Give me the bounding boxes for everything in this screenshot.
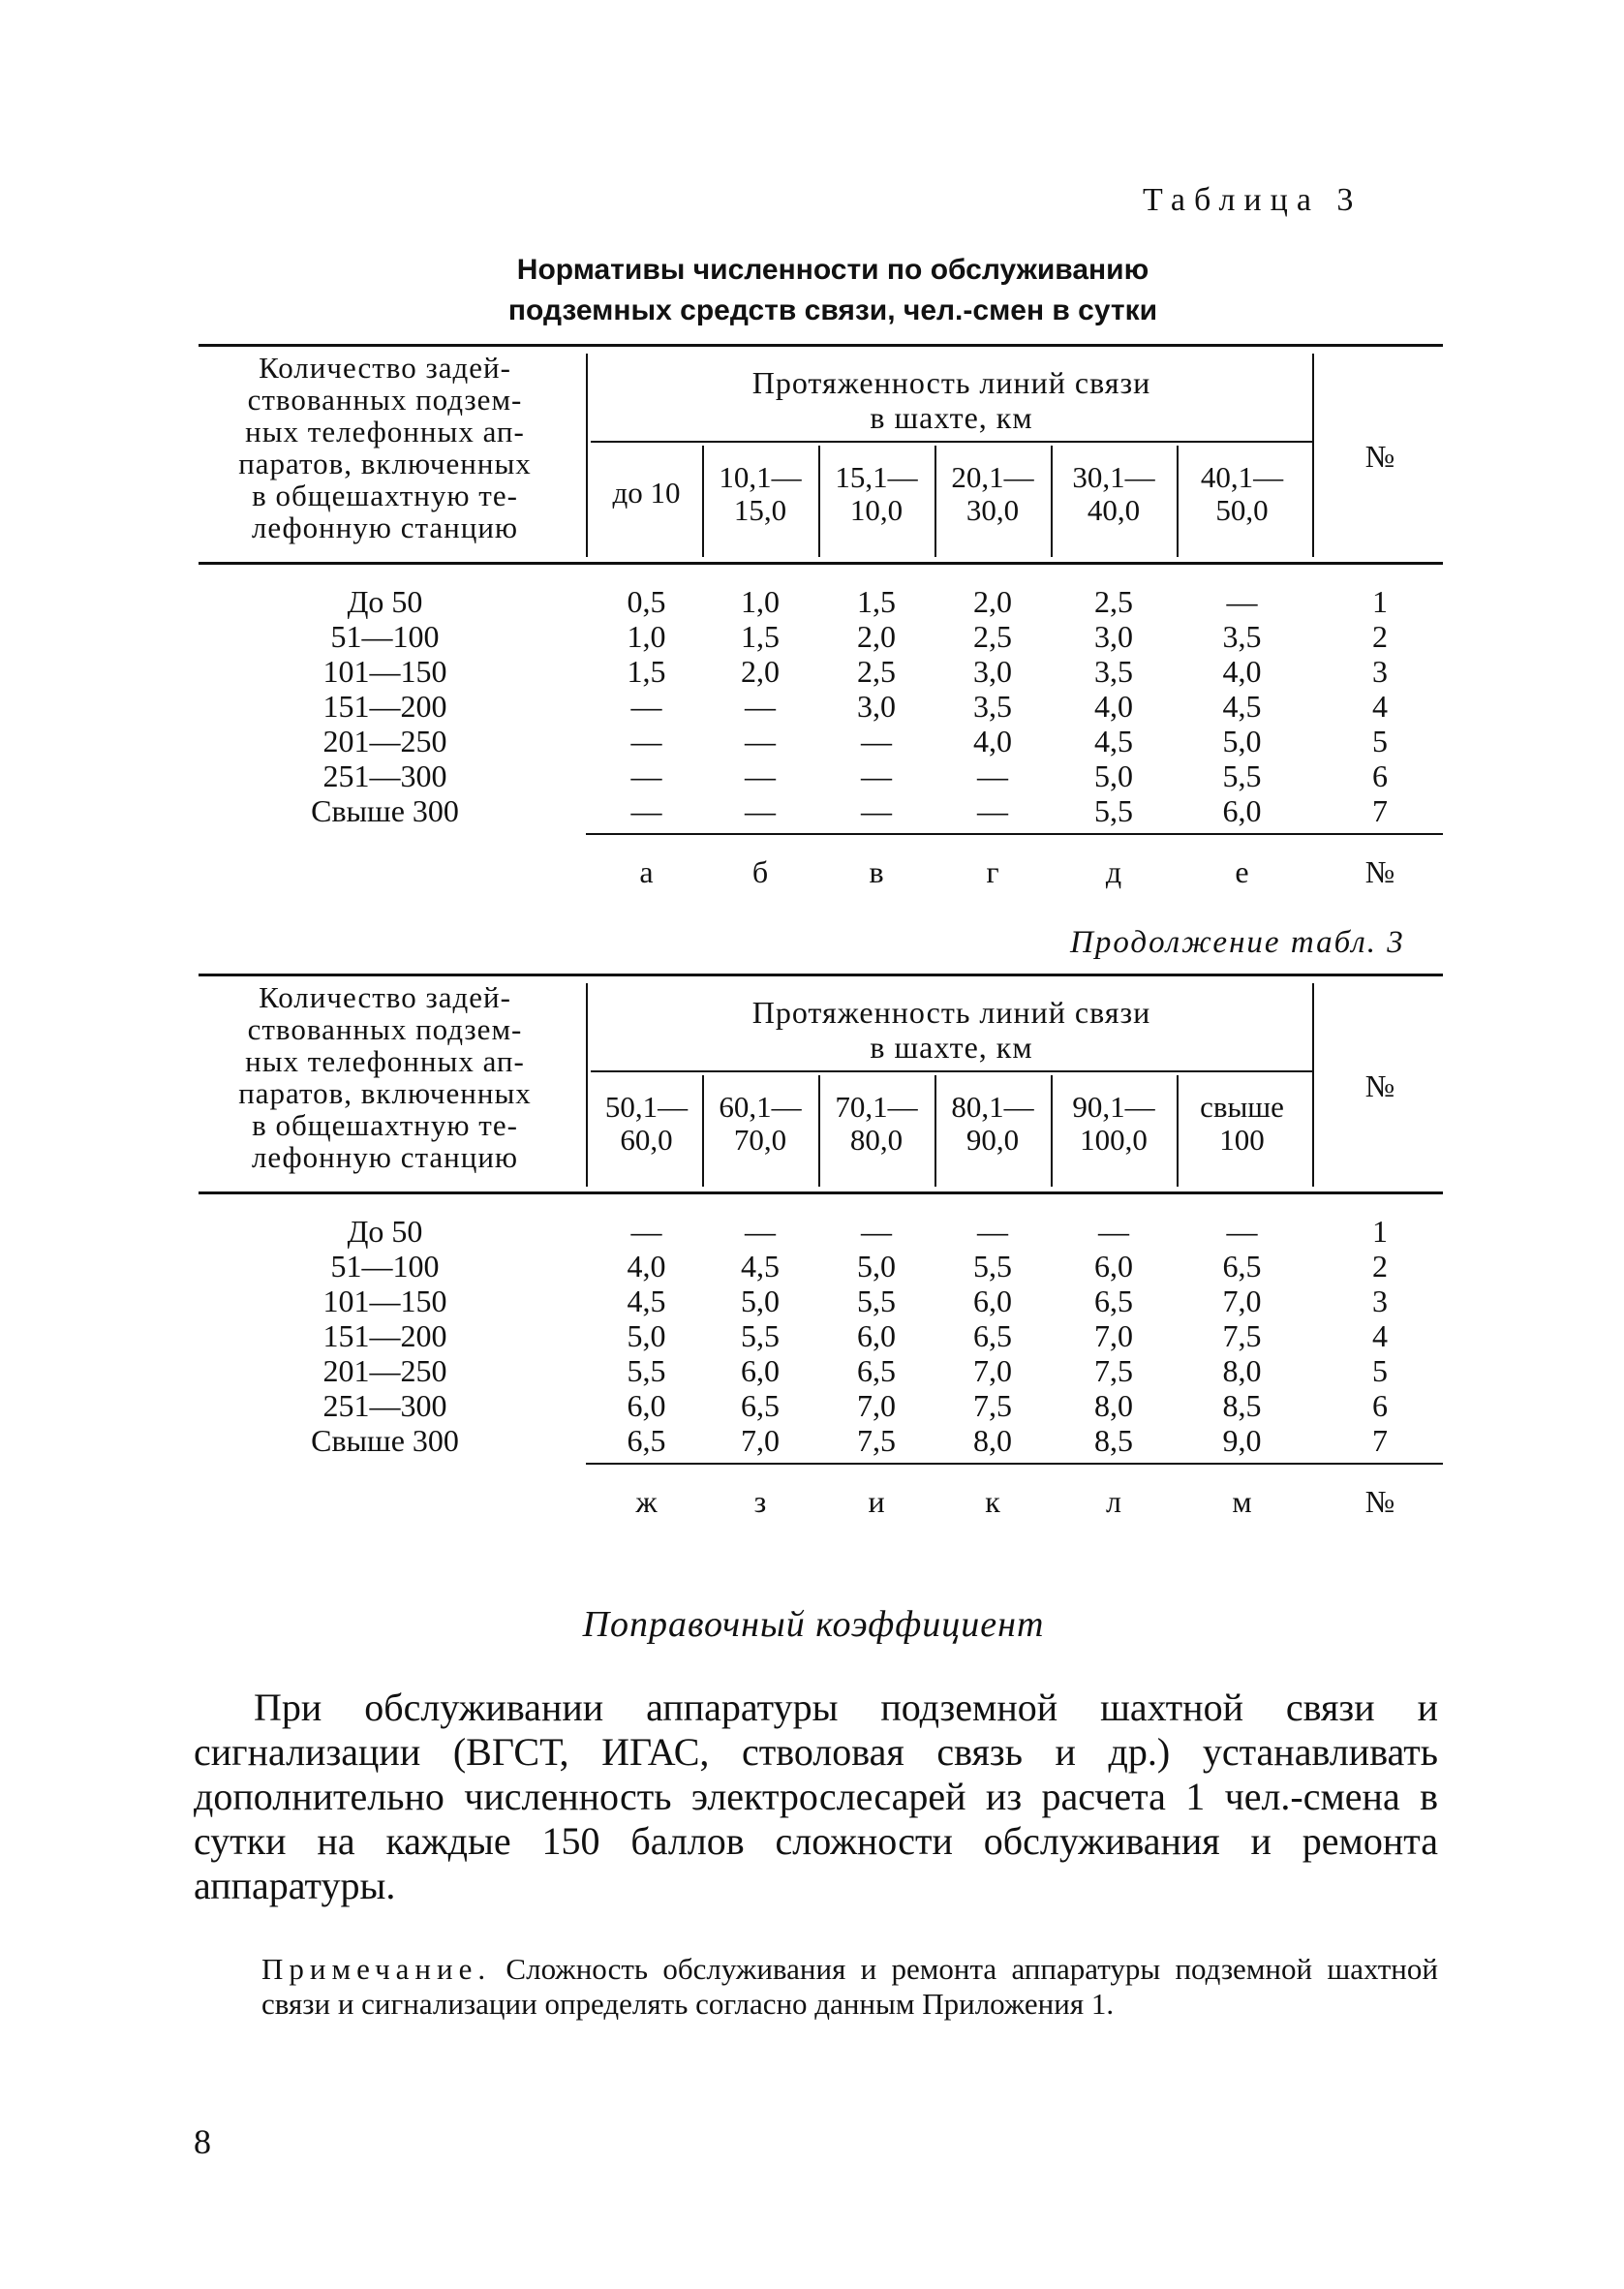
table-cell: —: [630, 724, 662, 758]
column-header-line: 100: [1219, 1123, 1265, 1157]
table-cell: 5,5: [627, 1353, 666, 1388]
table-cell: 1,5: [741, 619, 780, 654]
table-cell: —: [745, 793, 776, 828]
table-cell: —: [977, 758, 1008, 793]
row-number: 7: [1372, 793, 1388, 828]
column-header-line: 100,0: [1080, 1123, 1148, 1157]
table-title: [291, 250, 1375, 331]
table-cell: 6,5: [627, 1423, 666, 1458]
group-header: [591, 995, 1312, 1065]
table-cell: 8,0: [1222, 1353, 1262, 1388]
table-cell: 4,0: [1094, 689, 1133, 724]
paragraph-text: При обслуживании аппаратуры подземной шахтной связи и сигнализации (ВГСТ, ИГАС, стволовая связь и др.) устанавливать дополнительно численность электрослесарей из расчета 1 чел.-смена в сутки на каждые 150 баллов сложности обслуживания и ремонта аппаратуры.: [194, 1686, 1438, 1907]
note-label: Примечание.: [261, 1952, 492, 1986]
table-cell: 7,0: [973, 1353, 1012, 1388]
column-header-line: 60,1—: [719, 1090, 802, 1124]
table-cell: 2,5: [973, 619, 1012, 654]
table-cell: —: [1098, 1214, 1129, 1249]
table-cell: —: [861, 724, 892, 758]
table-cell: 5,5: [857, 1284, 896, 1318]
table-cell: 2,0: [973, 584, 1012, 619]
column-header-line: 90,1—: [1072, 1090, 1155, 1124]
group-underline: [591, 441, 1312, 443]
table-cell: —: [861, 758, 892, 793]
table-cell: 0,5: [627, 584, 666, 619]
stub-header-line: паратов, включенных: [238, 447, 532, 480]
row-label: Свыше 300: [311, 1423, 459, 1458]
table-cell: 4,5: [1222, 689, 1262, 724]
table-cell: —: [745, 1214, 776, 1249]
column-header: [935, 1091, 1051, 1157]
table-cell: 8,5: [1094, 1423, 1133, 1458]
table-cell: —: [1226, 1214, 1258, 1249]
row-number: 7: [1372, 1423, 1388, 1458]
row-label: Свыше 300: [311, 793, 459, 828]
table-cell: 1,0: [627, 619, 666, 654]
table-top-rule: [199, 974, 1443, 976]
column-header-line: 70,1—: [835, 1090, 918, 1124]
column-header: [818, 461, 935, 527]
row-number: 6: [1372, 1388, 1388, 1423]
row-label: 201—250: [322, 1353, 447, 1388]
column-header-line: 10,1—: [719, 460, 802, 494]
stub-header-line: ных телефонных ап-: [245, 1044, 525, 1078]
column-header: [702, 1091, 818, 1157]
table-cell: 5,5: [973, 1249, 1012, 1284]
table-cell: 7,5: [973, 1388, 1012, 1423]
table-cell: 5,0: [857, 1249, 896, 1284]
table-cell: —: [630, 689, 662, 724]
column-header-line: 70,0: [733, 1123, 787, 1157]
table-cell: —: [630, 793, 662, 828]
row-number: 6: [1372, 758, 1388, 793]
table-cell: —: [977, 793, 1008, 828]
row-label: 151—200: [322, 1318, 447, 1353]
table-main: [199, 344, 1443, 906]
column-header-line: 80,0: [849, 1123, 904, 1157]
column-header-line: 80,1—: [951, 1090, 1034, 1124]
table-cell: 7,0: [1222, 1284, 1262, 1318]
column-header-line: свыше: [1200, 1090, 1284, 1124]
stub-header: [199, 981, 571, 1173]
table-cell: 6,5: [973, 1318, 1012, 1353]
column-header: [1177, 1091, 1307, 1157]
column-header: [1051, 1091, 1177, 1157]
column-header: [591, 477, 702, 510]
table-cell: 4,0: [627, 1249, 666, 1284]
table-cell: 7,5: [1094, 1353, 1133, 1388]
table-cell: 5,0: [1094, 758, 1133, 793]
stub-header-line: паратов, включенных: [238, 1076, 532, 1110]
table-cell: 2,5: [857, 654, 896, 689]
table-cell: 3,0: [973, 654, 1012, 689]
group-header-line: Протяженность линий связи: [751, 995, 1151, 1030]
table-cell: —: [745, 758, 776, 793]
row-label: 151—200: [322, 689, 447, 724]
row-label: 251—300: [322, 1388, 447, 1423]
table-top-rule: [199, 344, 1443, 347]
section-subtitle: Поправочный коэффициент: [582, 1604, 1045, 1645]
note-text: Сложность обслуживания и ремонта аппаратуры подземной шахтной связи и сигнализации определять согласно данным Приложения 1.: [261, 1952, 1438, 2021]
table-cell: 6,0: [627, 1388, 666, 1423]
row-label: До 50: [347, 1214, 423, 1249]
table-cell: 6,0: [1222, 793, 1262, 828]
table-cell: 7,0: [857, 1388, 896, 1423]
row-number: 2: [1372, 619, 1388, 654]
body-paragraph: [194, 1686, 1438, 1908]
column-letter: а: [639, 854, 654, 889]
stub-header-line: лефонную станцию: [251, 510, 519, 544]
column-letter: м: [1232, 1484, 1252, 1519]
column-header-line: 30,1—: [1072, 460, 1155, 494]
body-bottom-rule: [586, 1463, 1443, 1465]
row-label: 51—100: [330, 1249, 440, 1284]
row-number: 4: [1372, 1318, 1388, 1353]
num-divider: [1312, 354, 1314, 557]
table-cell: 5,0: [741, 1284, 780, 1318]
stub-header-line: Количество задей-: [259, 351, 511, 385]
table-cell: 4,0: [1222, 654, 1262, 689]
table-cell: —: [1226, 584, 1258, 619]
table-cell: 3,5: [973, 689, 1012, 724]
table-cell: —: [745, 689, 776, 724]
stub-header-line: ствованных подзем-: [247, 383, 523, 417]
stub-header: [199, 352, 571, 543]
table-cell: 6,5: [857, 1353, 896, 1388]
table-cell: 7,0: [1094, 1318, 1133, 1353]
row-number: 5: [1372, 724, 1388, 758]
column-letter: ж: [635, 1484, 658, 1519]
table-cell: 2,5: [1094, 584, 1133, 619]
column-header-line: 30,0: [965, 493, 1020, 527]
column-header-line: 15,1—: [835, 460, 918, 494]
table-cell: 6,0: [973, 1284, 1012, 1318]
row-label: 51—100: [330, 619, 440, 654]
row-label: 251—300: [322, 758, 447, 793]
table-cell: 6,5: [1222, 1249, 1262, 1284]
stub-header-line: ных телефонных ап-: [245, 415, 525, 449]
row-number: 5: [1372, 1353, 1388, 1388]
column-header-line: 40,1—: [1200, 460, 1284, 494]
table-cell: 5,0: [627, 1318, 666, 1353]
column-header: [591, 1091, 702, 1157]
column-header: [818, 1091, 935, 1157]
table-cell: 6,0: [857, 1318, 896, 1353]
table-cell: 2,0: [741, 654, 780, 689]
table-cell: —: [745, 724, 776, 758]
stub-header-line: ствованных подзем-: [247, 1012, 523, 1046]
row-label: 201—250: [322, 724, 447, 758]
column-letter: б: [751, 854, 769, 889]
table-cell: 8,0: [973, 1423, 1012, 1458]
num-header: №: [1364, 1068, 1395, 1103]
stub-header-line: в общешахтную те-: [252, 1108, 518, 1142]
column-letter: к: [985, 1484, 1000, 1519]
table-cell: 5,5: [741, 1318, 780, 1353]
table-cell: 5,0: [1222, 724, 1262, 758]
letters-num: №: [1364, 854, 1395, 889]
table-label: Таблица 3: [1143, 182, 1363, 218]
column-header-line: 60,0: [620, 1123, 673, 1157]
table-cell: 8,5: [1222, 1388, 1262, 1423]
row-number: 2: [1372, 1249, 1388, 1284]
row-label: 101—150: [322, 654, 447, 689]
row-label: До 50: [347, 584, 423, 619]
table-cell: —: [977, 1214, 1008, 1249]
table-cell: 4,0: [973, 724, 1012, 758]
table-cell: 3,5: [1094, 654, 1133, 689]
table-cell: 7,5: [1222, 1318, 1262, 1353]
table-cell: 3,0: [857, 689, 896, 724]
continuation-label: Продолжение табл. 3: [1070, 925, 1405, 960]
column-letter: е: [1235, 854, 1249, 889]
table-cell: —: [630, 758, 662, 793]
title-line-1: Нормативы численности по обслуживанию: [516, 254, 1149, 286]
stub-header-line: Количество задей-: [259, 980, 511, 1014]
column-letter: в: [869, 854, 884, 889]
table-cell: 9,0: [1222, 1423, 1262, 1458]
table-cell: 4,5: [741, 1249, 780, 1284]
table-continuation: [199, 974, 1443, 1535]
table-cell: —: [861, 793, 892, 828]
stub-divider: [586, 983, 588, 1187]
table-cell: 2,0: [857, 619, 896, 654]
column-header-line: 10,0: [849, 493, 904, 527]
column-letter: г: [986, 854, 999, 889]
column-header: [935, 461, 1051, 527]
column-header-line: 40,0: [1087, 493, 1141, 527]
group-underline: [591, 1070, 1312, 1072]
num-divider: [1312, 983, 1314, 1187]
table-cell: 8,0: [1094, 1388, 1133, 1423]
table-cell: 4,5: [627, 1284, 666, 1318]
table-cell: 6,0: [1094, 1249, 1133, 1284]
title-line-2: подземных средств связи, чел.-смен в сутки: [507, 294, 1158, 326]
table-cell: 1,5: [627, 654, 666, 689]
letters-num: №: [1364, 1484, 1395, 1519]
column-header-line: до 10: [612, 476, 681, 510]
table-cell: 7,5: [857, 1423, 896, 1458]
page-number: 8: [194, 2122, 211, 2161]
table-cell: 1,0: [741, 584, 780, 619]
column-header-line: 50,0: [1215, 493, 1269, 527]
table-cell: 5,5: [1222, 758, 1262, 793]
body-bottom-rule: [586, 833, 1443, 835]
column-letter: и: [868, 1484, 885, 1519]
table-cell: 6,5: [1094, 1284, 1133, 1318]
column-header: [1051, 461, 1177, 527]
column-header-line: 50,1—: [604, 1090, 689, 1124]
group-header-line: в шахте, км: [870, 400, 1033, 435]
stub-header-line: лефонную станцию: [251, 1140, 519, 1174]
num-header: №: [1364, 439, 1395, 474]
row-number: 4: [1372, 689, 1388, 724]
table-cell: 1,5: [857, 584, 896, 619]
table-cell: 6,0: [741, 1353, 780, 1388]
column-letter: д: [1105, 854, 1122, 889]
group-header-line: Протяженность линий связи: [751, 365, 1151, 400]
row-label: 101—150: [322, 1284, 447, 1318]
table-cell: 5,5: [1094, 793, 1133, 828]
header-bottom-rule: [199, 562, 1443, 565]
column-header-line: 20,1—: [951, 460, 1034, 494]
stub-divider: [586, 354, 588, 557]
column-letter: з: [753, 1484, 767, 1519]
column-header-line: 15,0: [733, 493, 787, 527]
column-header-line: 90,0: [965, 1123, 1020, 1157]
stub-header-line: в общешахтную те-: [252, 479, 518, 512]
table-cell: 6,5: [741, 1388, 780, 1423]
table-cell: —: [630, 1214, 662, 1249]
row-number: 1: [1372, 1214, 1388, 1249]
column-header: [702, 461, 818, 527]
table-cell: 4,5: [1094, 724, 1133, 758]
row-number: 3: [1372, 654, 1388, 689]
table-cell: 3,0: [1094, 619, 1133, 654]
column-letter: л: [1106, 1484, 1121, 1519]
table-cell: 7,0: [741, 1423, 780, 1458]
table-cell: —: [861, 1214, 892, 1249]
table-cell: 3,5: [1222, 619, 1262, 654]
group-header-line: в шахте, км: [870, 1030, 1033, 1065]
group-header: [591, 365, 1312, 435]
header-bottom-rule: [199, 1191, 1443, 1194]
column-header: [1177, 461, 1307, 527]
row-number: 3: [1372, 1284, 1388, 1318]
note: [261, 1952, 1438, 2022]
row-number: 1: [1372, 584, 1388, 619]
